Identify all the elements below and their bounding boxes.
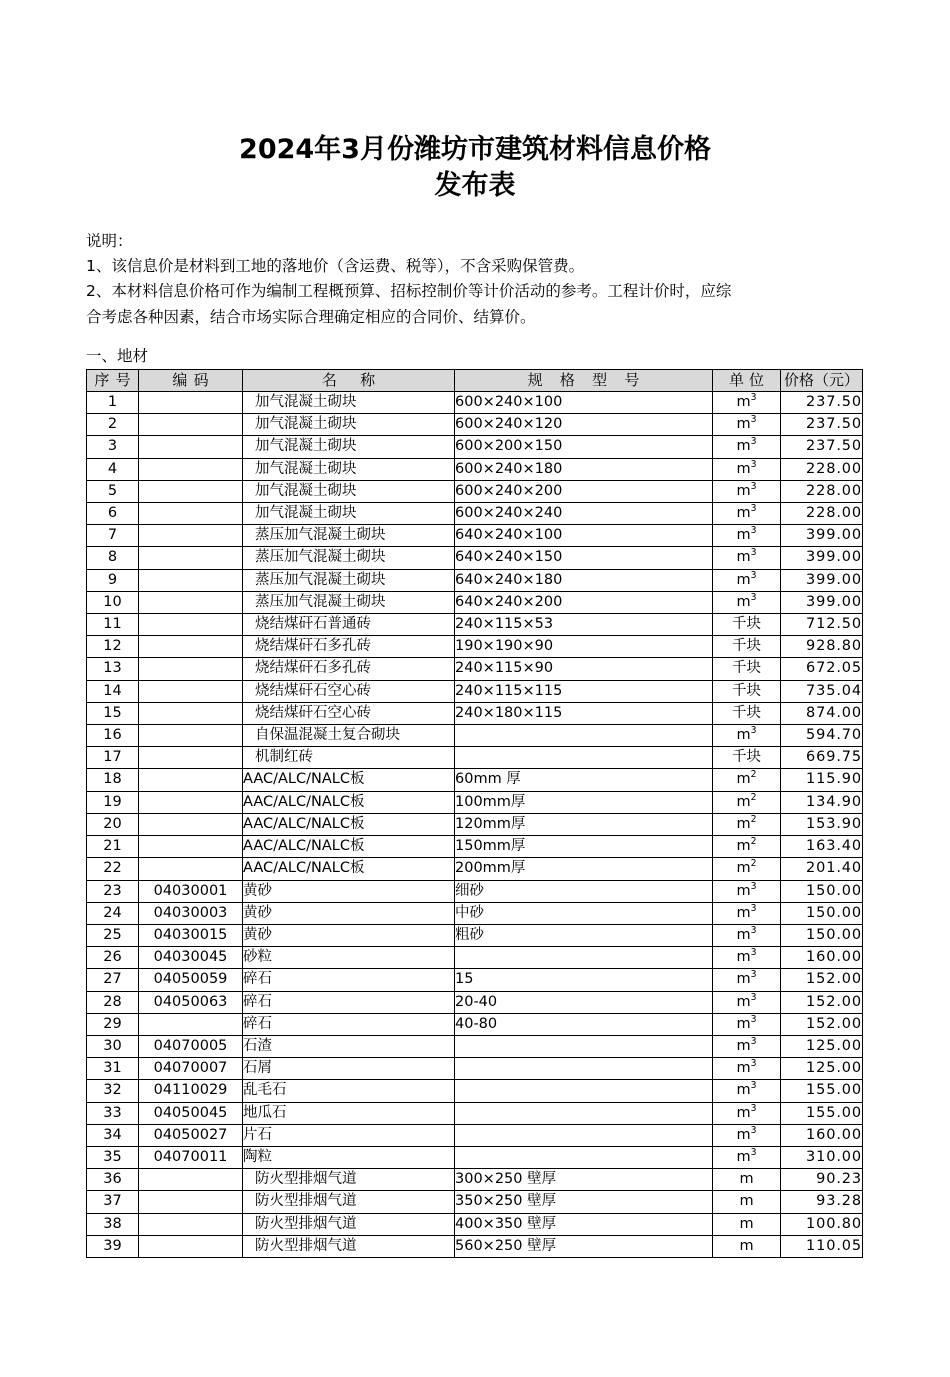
cell-code xyxy=(139,480,243,502)
cell-code: 04050027 xyxy=(139,1124,243,1146)
column-header-price: 价格（元） xyxy=(781,369,863,391)
cell-name: 片石 xyxy=(243,1124,455,1146)
cell-unit: $m^3$ xyxy=(713,591,781,613)
cell-no: 38 xyxy=(87,1213,139,1235)
cell-unit: $m^3$ xyxy=(713,924,781,946)
table-row xyxy=(87,947,863,969)
cell-name: 蒸压加气混凝土砌块 xyxy=(243,547,455,569)
cell-spec xyxy=(455,1102,713,1124)
cell-spec: 300×250 壁厚 xyxy=(455,1169,713,1191)
cell-name: 加气混凝土砌块 xyxy=(243,392,455,414)
cell-spec: 640×240×200 xyxy=(455,591,713,613)
cell-unit: $m^3$ xyxy=(713,547,781,569)
cell-price: 160.00 xyxy=(781,1124,863,1146)
table-row xyxy=(87,503,863,525)
cell-unit: m xyxy=(713,1213,781,1235)
cell-spec: 200mm厚 xyxy=(455,858,713,880)
cell-name: 黄砂 xyxy=(243,902,455,924)
cell-code xyxy=(139,702,243,724)
cell-unit: $m^3$ xyxy=(713,392,781,414)
cell-no: 9 xyxy=(87,569,139,591)
table-row xyxy=(87,813,863,835)
cell-spec: 640×240×100 xyxy=(455,525,713,547)
cell-code xyxy=(139,791,243,813)
cell-spec: 150mm厚 xyxy=(455,836,713,858)
page-title xyxy=(86,0,864,203)
cell-no: 33 xyxy=(87,1102,139,1124)
cell-name: AAC/ALC/NALC板 xyxy=(243,791,455,813)
cell-price: 110.05 xyxy=(781,1235,863,1257)
cell-name: 烧结煤矸石多孔砖 xyxy=(243,636,455,658)
cell-code: 04030015 xyxy=(139,924,243,946)
cell-spec: 60mm 厚 xyxy=(455,769,713,791)
table-row xyxy=(87,636,863,658)
cell-spec xyxy=(455,1035,713,1057)
cell-spec: 40-80 xyxy=(455,1013,713,1035)
cell-code xyxy=(139,1013,243,1035)
cell-unit: $m^3$ xyxy=(713,1102,781,1124)
cell-name: AAC/ALC/NALC板 xyxy=(243,836,455,858)
cell-no: 12 xyxy=(87,636,139,658)
cell-name: 防火型排烟气道 xyxy=(243,1169,455,1191)
cell-price: 310.00 xyxy=(781,1146,863,1168)
cell-name: 蒸压加气混凝土砌块 xyxy=(243,591,455,613)
table-row xyxy=(87,480,863,502)
cell-spec: 600×240×100 xyxy=(455,392,713,414)
table-row xyxy=(87,680,863,702)
cell-spec: 190×190×90 xyxy=(455,636,713,658)
cell-spec: 600×240×240 xyxy=(455,503,713,525)
cell-unit: $m^3$ xyxy=(713,969,781,991)
cell-code xyxy=(139,503,243,525)
table-row xyxy=(87,1235,863,1257)
cell-unit: $m^3$ xyxy=(713,902,781,924)
cell-no: 13 xyxy=(87,658,139,680)
cell-name: 加气混凝土砌块 xyxy=(243,503,455,525)
cell-name: 烧结煤矸石普通砖 xyxy=(243,614,455,636)
note-item-2-continuation: 合考虑各种因素，结合市场实际合理确定相应的合同价、结算价。 xyxy=(86,307,536,326)
cell-price: 93.28 xyxy=(781,1191,863,1213)
column-header-spec: 规格型号 xyxy=(455,369,713,391)
cell-no: 36 xyxy=(87,1169,139,1191)
cell-no: 17 xyxy=(87,747,139,769)
cell-unit: 千块 xyxy=(713,747,781,769)
cell-unit: $m^2$ xyxy=(713,858,781,880)
cell-price: 150.00 xyxy=(781,880,863,902)
cell-price: 399.00 xyxy=(781,591,863,613)
cell-spec: 100mm厚 xyxy=(455,791,713,813)
cell-no: 5 xyxy=(87,480,139,502)
cell-code xyxy=(139,614,243,636)
cell-spec: 20-40 xyxy=(455,991,713,1013)
cell-price: 90.23 xyxy=(781,1169,863,1191)
cell-unit: $m^3$ xyxy=(713,503,781,525)
cell-no: 4 xyxy=(87,458,139,480)
cell-unit: $m^3$ xyxy=(713,1013,781,1035)
cell-code xyxy=(139,569,243,591)
column-header-code: 编码 xyxy=(139,369,243,391)
cell-no: 1 xyxy=(87,392,139,414)
cell-unit: 千块 xyxy=(713,680,781,702)
cell-unit: $m^2$ xyxy=(713,813,781,835)
cell-spec: 粗砂 xyxy=(455,924,713,946)
table-row xyxy=(87,591,863,613)
table-row xyxy=(87,1146,863,1168)
section-heading-local-materials: 一、地材 xyxy=(86,346,149,365)
cell-code xyxy=(139,658,243,680)
cell-name: AAC/ALC/NALC板 xyxy=(243,813,455,835)
cell-price: 150.00 xyxy=(781,902,863,924)
cell-spec xyxy=(455,1058,713,1080)
cell-code: 04050063 xyxy=(139,991,243,1013)
cell-spec: 细砂 xyxy=(455,880,713,902)
cell-name: 蒸压加气混凝土砌块 xyxy=(243,569,455,591)
notes-block xyxy=(86,229,864,329)
cell-name: 碎石 xyxy=(243,991,455,1013)
cell-name: 加气混凝土砌块 xyxy=(243,414,455,436)
cell-price: 152.00 xyxy=(781,1013,863,1035)
cell-code: 04070007 xyxy=(139,1058,243,1080)
cell-spec xyxy=(455,725,713,747)
cell-unit: $m^3$ xyxy=(713,458,781,480)
cell-spec: 400×350 壁厚 xyxy=(455,1213,713,1235)
cell-price: 134.90 xyxy=(781,791,863,813)
cell-code: 04110029 xyxy=(139,1080,243,1102)
table-row xyxy=(87,747,863,769)
cell-spec: 600×240×120 xyxy=(455,414,713,436)
cell-price: 712.50 xyxy=(781,614,863,636)
table-row xyxy=(87,1169,863,1191)
cell-price: 153.90 xyxy=(781,813,863,835)
cell-price: 672.05 xyxy=(781,658,863,680)
cell-price: 237.50 xyxy=(781,436,863,458)
table-row xyxy=(87,1191,863,1213)
cell-price: 399.00 xyxy=(781,547,863,569)
cell-name: 加气混凝土砌块 xyxy=(243,458,455,480)
cell-no: 14 xyxy=(87,680,139,702)
table-row xyxy=(87,547,863,569)
cell-name: 蒸压加气混凝土砌块 xyxy=(243,525,455,547)
cell-price: 237.50 xyxy=(781,392,863,414)
cell-spec xyxy=(455,1080,713,1102)
cell-unit: $m^3$ xyxy=(713,725,781,747)
cell-no: 8 xyxy=(87,547,139,569)
cell-code: 04070005 xyxy=(139,1035,243,1057)
table-row xyxy=(87,1080,863,1102)
cell-no: 15 xyxy=(87,702,139,724)
cell-name: 砂粒 xyxy=(243,947,455,969)
cell-no: 24 xyxy=(87,902,139,924)
table-row xyxy=(87,614,863,636)
cell-name: 烧结煤矸石多孔砖 xyxy=(243,658,455,680)
cell-spec: 240×115×90 xyxy=(455,658,713,680)
cell-no: 39 xyxy=(87,1235,139,1257)
cell-unit: $m^3$ xyxy=(713,414,781,436)
cell-price: 669.75 xyxy=(781,747,863,769)
table-row xyxy=(87,769,863,791)
cell-no: 31 xyxy=(87,1058,139,1080)
cell-code xyxy=(139,436,243,458)
cell-spec xyxy=(455,747,713,769)
cell-price: 155.00 xyxy=(781,1102,863,1124)
cell-name: 防火型排烟气道 xyxy=(243,1235,455,1257)
table-body xyxy=(87,392,863,1258)
cell-price: 115.90 xyxy=(781,769,863,791)
cell-name: 石渣 xyxy=(243,1035,455,1057)
table-row xyxy=(87,969,863,991)
cell-price: 201.40 xyxy=(781,858,863,880)
table-row xyxy=(87,1035,863,1057)
cell-unit: $m^3$ xyxy=(713,947,781,969)
cell-spec: 240×180×115 xyxy=(455,702,713,724)
cell-name: AAC/ALC/NALC板 xyxy=(243,858,455,880)
cell-spec xyxy=(455,1124,713,1146)
cell-name: 防火型排烟气道 xyxy=(243,1213,455,1235)
cell-name: 防火型排烟气道 xyxy=(243,1191,455,1213)
cell-code xyxy=(139,414,243,436)
table-row xyxy=(87,392,863,414)
cell-price: 874.00 xyxy=(781,702,863,724)
cell-spec: 240×115×115 xyxy=(455,680,713,702)
notes-heading: 说明： xyxy=(86,232,133,251)
cell-code xyxy=(139,392,243,414)
cell-no: 30 xyxy=(87,1035,139,1057)
cell-code xyxy=(139,1191,243,1213)
cell-name: 机制红砖 xyxy=(243,747,455,769)
note-item-1: 1、该信息价是材料到工地的落地价（含运费、税等），不含采购保管费。 xyxy=(86,257,585,276)
cell-no: 28 xyxy=(87,991,139,1013)
table-row xyxy=(87,1213,863,1235)
title-line-primary: 2024年3月份潍坊市建筑材料信息价格 xyxy=(239,134,711,165)
column-header-name: 名称 xyxy=(243,369,455,391)
cell-unit: $m^3$ xyxy=(713,880,781,902)
cell-name: 自保温混凝土复合砌块 xyxy=(243,725,455,747)
cell-unit: m xyxy=(713,1191,781,1213)
cell-no: 10 xyxy=(87,591,139,613)
cell-code: 04050045 xyxy=(139,1102,243,1124)
cell-name: 烧结煤矸石空心砖 xyxy=(243,702,455,724)
table-row xyxy=(87,791,863,813)
cell-code xyxy=(139,680,243,702)
table-row xyxy=(87,836,863,858)
cell-unit: m xyxy=(713,1235,781,1257)
cell-unit: $m^3$ xyxy=(713,525,781,547)
table-row xyxy=(87,880,863,902)
cell-unit: 千块 xyxy=(713,702,781,724)
cell-price: 228.00 xyxy=(781,503,863,525)
cell-code xyxy=(139,858,243,880)
table-row xyxy=(87,725,863,747)
cell-price: 100.80 xyxy=(781,1213,863,1235)
cell-spec: 240×115×53 xyxy=(455,614,713,636)
column-header-no: 序号 xyxy=(87,369,139,391)
table-row xyxy=(87,858,863,880)
cell-code: 04030045 xyxy=(139,947,243,969)
cell-no: 2 xyxy=(87,414,139,436)
table-row xyxy=(87,924,863,946)
cell-no: 37 xyxy=(87,1191,139,1213)
cell-unit: 千块 xyxy=(713,614,781,636)
cell-name: 黄砂 xyxy=(243,880,455,902)
cell-spec: 120mm厚 xyxy=(455,813,713,835)
cell-price: 152.00 xyxy=(781,991,863,1013)
cell-code xyxy=(139,1213,243,1235)
cell-no: 25 xyxy=(87,924,139,946)
cell-code xyxy=(139,1169,243,1191)
cell-name: 陶粒 xyxy=(243,1146,455,1168)
cell-unit: 千块 xyxy=(713,658,781,680)
table-row xyxy=(87,414,863,436)
table-row xyxy=(87,702,863,724)
cell-price: 125.00 xyxy=(781,1035,863,1057)
cell-price: 155.00 xyxy=(781,1080,863,1102)
cell-name: 加气混凝土砌块 xyxy=(243,480,455,502)
cell-name: AAC/ALC/NALC板 xyxy=(243,769,455,791)
cell-unit: m xyxy=(713,1169,781,1191)
cell-spec: 600×240×180 xyxy=(455,458,713,480)
note-item-2: 2、本材料信息价格可作为编制工程概预算、招标控制价等计价活动的参考。工程计价时，应综 xyxy=(86,282,732,301)
table-row xyxy=(87,1058,863,1080)
cell-price: 163.40 xyxy=(781,836,863,858)
cell-unit: $m^3$ xyxy=(713,991,781,1013)
cell-code xyxy=(139,636,243,658)
cell-name: 黄砂 xyxy=(243,924,455,946)
cell-no: 3 xyxy=(87,436,139,458)
cell-code xyxy=(139,525,243,547)
table-row xyxy=(87,658,863,680)
table-row xyxy=(87,458,863,480)
cell-no: 18 xyxy=(87,769,139,791)
cell-no: 35 xyxy=(87,1146,139,1168)
cell-unit: $m^3$ xyxy=(713,569,781,591)
cell-unit: $m^3$ xyxy=(713,1124,781,1146)
cell-price: 928.80 xyxy=(781,636,863,658)
cell-name: 烧结煤矸石空心砖 xyxy=(243,680,455,702)
cell-spec: 15 xyxy=(455,969,713,991)
cell-code: 04030001 xyxy=(139,880,243,902)
table-row xyxy=(87,1102,863,1124)
cell-code xyxy=(139,725,243,747)
cell-price: 152.00 xyxy=(781,969,863,991)
cell-unit: $m^3$ xyxy=(713,1035,781,1057)
cell-unit: $m^3$ xyxy=(713,1080,781,1102)
cell-price: 399.00 xyxy=(781,525,863,547)
cell-code: 04070011 xyxy=(139,1146,243,1168)
cell-unit: $m^2$ xyxy=(713,791,781,813)
table-row xyxy=(87,1124,863,1146)
cell-price: 125.00 xyxy=(781,1058,863,1080)
table-row xyxy=(87,902,863,924)
cell-no: 34 xyxy=(87,1124,139,1146)
table-row xyxy=(87,991,863,1013)
cell-spec: 350×250 壁厚 xyxy=(455,1191,713,1213)
cell-code: 04030003 xyxy=(139,902,243,924)
cell-code xyxy=(139,458,243,480)
table-row xyxy=(87,1013,863,1035)
cell-no: 16 xyxy=(87,725,139,747)
cell-no: 19 xyxy=(87,791,139,813)
cell-no: 27 xyxy=(87,969,139,991)
cell-spec xyxy=(455,947,713,969)
cell-no: 21 xyxy=(87,836,139,858)
cell-name: 地瓜石 xyxy=(243,1102,455,1124)
cell-spec: 640×240×150 xyxy=(455,547,713,569)
cell-unit: 千块 xyxy=(713,636,781,658)
table-row xyxy=(87,436,863,458)
cell-no: 7 xyxy=(87,525,139,547)
cell-price: 237.50 xyxy=(781,414,863,436)
cell-unit: $m^3$ xyxy=(713,1058,781,1080)
column-header-unit: 单位 xyxy=(713,369,781,391)
cell-spec: 560×250 壁厚 xyxy=(455,1235,713,1257)
cell-price: 399.00 xyxy=(781,569,863,591)
cell-unit: $m^3$ xyxy=(713,436,781,458)
cell-name: 碎石 xyxy=(243,1013,455,1035)
table-row xyxy=(87,569,863,591)
cell-no: 26 xyxy=(87,947,139,969)
cell-no: 22 xyxy=(87,858,139,880)
cell-code xyxy=(139,591,243,613)
cell-price: 228.00 xyxy=(781,458,863,480)
cell-name: 乱毛石 xyxy=(243,1080,455,1102)
cell-price: 735.04 xyxy=(781,680,863,702)
cell-price: 594.70 xyxy=(781,725,863,747)
cell-unit: $m^3$ xyxy=(713,480,781,502)
cell-unit: $m^3$ xyxy=(713,1146,781,1168)
cell-code xyxy=(139,769,243,791)
cell-code xyxy=(139,747,243,769)
table-header-row xyxy=(87,369,863,391)
title-line-secondary: 发布表 xyxy=(434,169,516,201)
cell-no: 11 xyxy=(87,614,139,636)
cell-no: 23 xyxy=(87,880,139,902)
cell-name: 碎石 xyxy=(243,969,455,991)
cell-no: 29 xyxy=(87,1013,139,1035)
cell-no: 20 xyxy=(87,813,139,835)
cell-code xyxy=(139,1235,243,1257)
cell-unit: $m^2$ xyxy=(713,769,781,791)
cell-spec: 640×240×180 xyxy=(455,569,713,591)
cell-name: 石屑 xyxy=(243,1058,455,1080)
material-price-table xyxy=(86,369,863,1258)
cell-no: 32 xyxy=(87,1080,139,1102)
cell-no: 6 xyxy=(87,503,139,525)
cell-spec: 600×200×150 xyxy=(455,436,713,458)
cell-spec xyxy=(455,1146,713,1168)
cell-code xyxy=(139,813,243,835)
cell-price: 160.00 xyxy=(781,947,863,969)
cell-code: 04050059 xyxy=(139,969,243,991)
cell-spec: 600×240×200 xyxy=(455,480,713,502)
cell-spec: 中砂 xyxy=(455,902,713,924)
cell-price: 150.00 xyxy=(781,924,863,946)
table-row xyxy=(87,525,863,547)
cell-name: 加气混凝土砌块 xyxy=(243,436,455,458)
cell-unit: $m^2$ xyxy=(713,836,781,858)
cell-code xyxy=(139,836,243,858)
cell-price: 228.00 xyxy=(781,480,863,502)
cell-code xyxy=(139,547,243,569)
